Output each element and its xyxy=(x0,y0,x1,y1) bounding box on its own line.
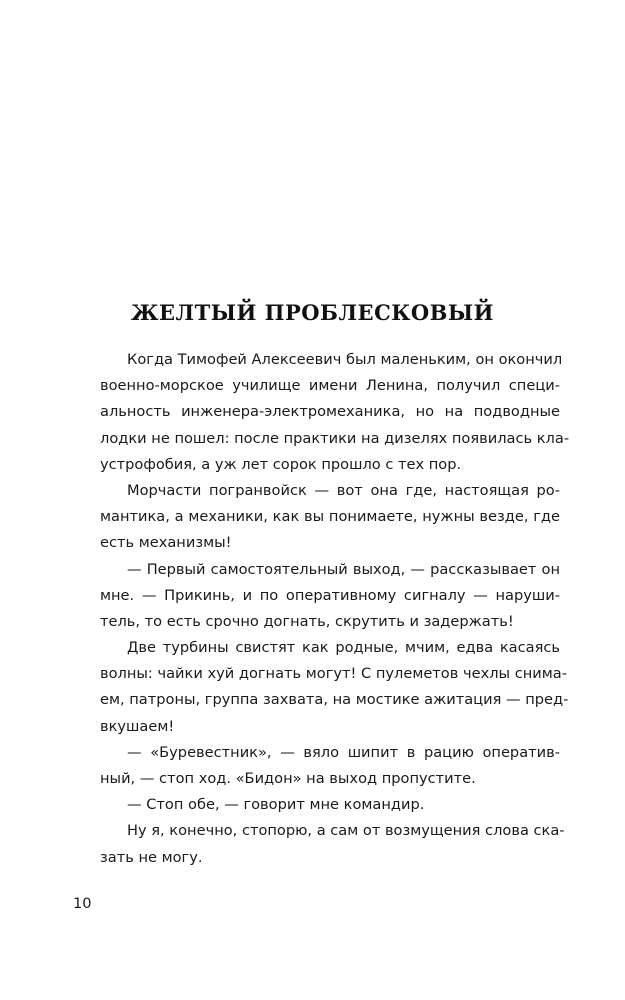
text-line: — «Буревестник», — вяло шипит в рацию оператив- xyxy=(127,743,560,761)
text-line: устрофобия, а уж лет сорок прошло с тех пор. xyxy=(100,455,462,473)
text-line: — Стоп обе, — говорит мне командир. xyxy=(127,796,425,814)
text-line: Ну я, конечно, стопорю, а сам от возмущения слова ска- xyxy=(127,822,565,840)
text-line: зать не могу. xyxy=(100,848,203,866)
paragraph xyxy=(100,792,560,818)
text-line: — Первый самостоятельный выход, — рассказывает он xyxy=(127,560,560,578)
text-line: вкушаем! xyxy=(100,717,175,735)
text-line: Морчасти погранвойск — вот она где, настоящая ро- xyxy=(127,481,560,499)
paragraph xyxy=(100,347,570,478)
paragraph xyxy=(100,635,569,740)
text-line: Когда Тимофей Алексеевич был маленьким, он окончил xyxy=(127,351,563,368)
text-line: тель, то есть срочно догнать, скрутить и задержать! xyxy=(100,612,514,630)
page-number: 10 xyxy=(73,895,92,912)
text-line: мантика, а механики, как вы понимаете, нужны везде, где xyxy=(100,508,560,526)
text-line: волны: чайки хуй догнать могут! С пулеметов чехлы снима- xyxy=(100,665,567,683)
text-line: лодки не пошел: после практики на дизелях появилась кла- xyxy=(100,429,570,447)
chapter-title: ЖЕЛТЫЙ ПРОБЛЕСКОВЫЙ xyxy=(130,300,494,325)
paragraph xyxy=(100,740,560,792)
text-line: военно-морское училище имени Ленина, получил специ- xyxy=(100,377,560,395)
body-text xyxy=(100,347,570,871)
text-line: Две турбины свистят как родные, мчим, едва касаясь xyxy=(127,639,560,657)
text-line: ный, — стоп ход. «Бидон» на выход пропустите. xyxy=(100,770,476,787)
text-line: есть механизмы! xyxy=(100,534,232,552)
text-line: ем, патроны, группа захвата, на мостике ажитация — пред- xyxy=(100,691,569,709)
text-line: мне. — Прикинь, и по оперативному сигналу — наруши- xyxy=(100,586,560,604)
paragraph xyxy=(100,557,560,636)
text-line: альность инженера-электромеханика, но на подводные xyxy=(100,403,560,421)
paragraph xyxy=(100,818,565,870)
paragraph xyxy=(100,478,560,557)
